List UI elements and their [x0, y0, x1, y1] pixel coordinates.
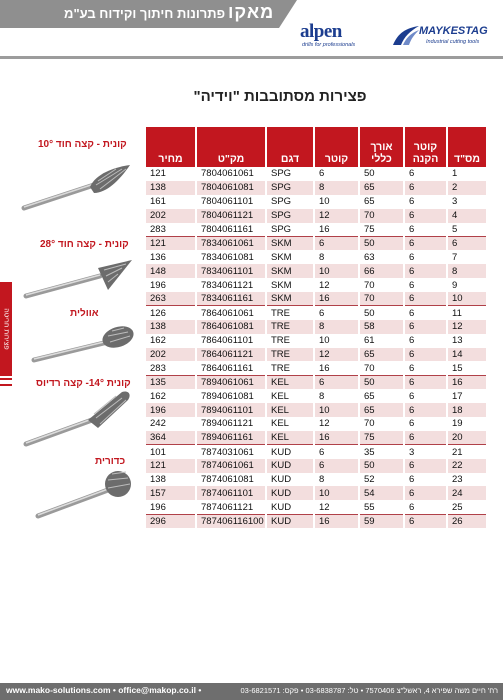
ball-burr-icon: [32, 468, 138, 522]
table-row: [146, 417, 486, 431]
serial-cell: 1: [447, 167, 486, 181]
catalog-cell: 7894061121: [196, 417, 266, 431]
diameter-cell: 8: [314, 473, 359, 487]
price-cell: 126: [146, 306, 196, 320]
serial-cell: 25: [447, 500, 486, 514]
diameter-cell: 6: [314, 236, 359, 250]
price-cell: 121: [146, 459, 196, 473]
table-row: [146, 264, 486, 278]
serial-cell: 2: [447, 181, 486, 195]
tool-label-cone: קונית - קצה חוד 28°: [40, 239, 129, 250]
price-cell: 196: [146, 278, 196, 292]
tool-label-tapered: קונית 14°- קצה רדיוס: [36, 378, 131, 389]
price-cell: 196: [146, 403, 196, 417]
price-cell: 296: [146, 514, 196, 528]
shank-cell: 6: [404, 375, 447, 389]
tool-label-oval: אוולית: [70, 308, 99, 319]
model-cell: KUD: [266, 486, 314, 500]
price-cell: 138: [146, 181, 196, 195]
catalog-cell: 7874031061: [196, 445, 266, 459]
diameter-cell: 12: [314, 209, 359, 223]
diameter-cell: 8: [314, 320, 359, 334]
diameter-cell: 16: [314, 514, 359, 528]
price-cell: 162: [146, 389, 196, 403]
serial-cell: 17: [447, 389, 486, 403]
catalog-cell: 787406116100: [196, 514, 266, 528]
shank-cell: 6: [404, 348, 447, 362]
product-table: [146, 127, 486, 528]
catalog-cell: 7874061121: [196, 500, 266, 514]
shank-cell: 6: [404, 223, 447, 237]
model-cell: SPG: [266, 209, 314, 223]
catalog-cell: 7864061161: [196, 361, 266, 375]
diameter-cell: 8: [314, 389, 359, 403]
shank-cell: 6: [404, 514, 447, 528]
flame-burr-icon: [18, 163, 138, 213]
shank-cell: 6: [404, 181, 447, 195]
serial-cell: 23: [447, 473, 486, 487]
table-row: [146, 292, 486, 306]
price-cell: 136: [146, 250, 196, 264]
table-row: [146, 375, 486, 389]
price-cell: 161: [146, 195, 196, 209]
shank-cell: 6: [404, 236, 447, 250]
catalog-cell: 7894061161: [196, 431, 266, 445]
table-row: [146, 473, 486, 487]
col-header-shank-diameter: קוטר הקנה: [404, 127, 447, 167]
catalog-cell: 7834061081: [196, 250, 266, 264]
catalog-cell: 7834061101: [196, 264, 266, 278]
serial-cell: 14: [447, 348, 486, 362]
price-cell: 196: [146, 500, 196, 514]
model-cell: KUD: [266, 500, 314, 514]
shank-cell: 6: [404, 389, 447, 403]
diameter-cell: 8: [314, 181, 359, 195]
catalog-cell: 7804061101: [196, 195, 266, 209]
serial-cell: 12: [447, 320, 486, 334]
page-title: פצירות מסתובבות "וידיה": [193, 88, 367, 105]
maykestag-slogan: Industrial cutting tools: [426, 39, 480, 45]
shank-cell: 6: [404, 431, 447, 445]
serial-cell: 10: [447, 292, 486, 306]
price-cell: 148: [146, 264, 196, 278]
col-header-total-length: אורך כללי: [359, 127, 404, 167]
diameter-cell: 6: [314, 375, 359, 389]
serial-cell: 16: [447, 375, 486, 389]
diameter-cell: 10: [314, 486, 359, 500]
tool-label-ball: כדורית: [95, 456, 126, 467]
table-row: [146, 236, 486, 250]
model-cell: SKM: [266, 292, 314, 306]
serial-cell: 26: [447, 514, 486, 528]
diameter-cell: 12: [314, 500, 359, 514]
catalog-cell: 7874061061: [196, 459, 266, 473]
alpen-logo: alpen drills for professionals: [300, 21, 356, 48]
diameter-cell: 6: [314, 459, 359, 473]
catalog-cell: 7874061101: [196, 486, 266, 500]
catalog-cell: 7874061081: [196, 473, 266, 487]
price-cell: 202: [146, 348, 196, 362]
mako-logo: מאקו: [228, 2, 275, 22]
model-cell: KEL: [266, 417, 314, 431]
serial-cell: 8: [447, 264, 486, 278]
col-header-catalog: מק"ט: [196, 127, 266, 167]
price-cell: 135: [146, 375, 196, 389]
model-cell: TRE: [266, 320, 314, 334]
model-cell: KEL: [266, 389, 314, 403]
shank-cell: 6: [404, 167, 447, 181]
footer-contact-address: רח' חיים משה שפירא 4, ראשל"צ 7570406 • טל: 03-6838787 • פקס: 03-6821571: [240, 686, 498, 695]
table-row: [146, 389, 486, 403]
model-cell: KUD: [266, 473, 314, 487]
footer-contact-web: www.mako-solutions.com • office@makop.co.il •: [6, 685, 202, 695]
table-row: [146, 361, 486, 375]
table-row: [146, 181, 486, 195]
diameter-cell: 10: [314, 334, 359, 348]
serial-cell: 6: [447, 236, 486, 250]
model-cell: KEL: [266, 403, 314, 417]
price-cell: 121: [146, 236, 196, 250]
table-row: [146, 209, 486, 223]
shank-cell: 6: [404, 195, 447, 209]
length-cell: 70: [359, 417, 404, 431]
catalog-cell: 7864061081: [196, 320, 266, 334]
table-row: [146, 431, 486, 445]
length-cell: 70: [359, 278, 404, 292]
length-cell: 65: [359, 181, 404, 195]
diameter-cell: 10: [314, 403, 359, 417]
shank-cell: 6: [404, 278, 447, 292]
shank-cell: 6: [404, 209, 447, 223]
diameter-cell: 6: [314, 306, 359, 320]
catalog-cell: 7834061121: [196, 278, 266, 292]
diameter-cell: 10: [314, 264, 359, 278]
length-cell: 50: [359, 236, 404, 250]
serial-cell: 7: [447, 250, 486, 264]
shank-cell: 6: [404, 500, 447, 514]
diameter-cell: 12: [314, 348, 359, 362]
price-cell: 202: [146, 209, 196, 223]
diameter-cell: 12: [314, 278, 359, 292]
shank-cell: 6: [404, 264, 447, 278]
table-row: [146, 459, 486, 473]
table-row: [146, 306, 486, 320]
length-cell: 63: [359, 250, 404, 264]
shank-cell: 6: [404, 292, 447, 306]
serial-cell: 4: [447, 209, 486, 223]
serial-cell: 3: [447, 195, 486, 209]
table-row: [146, 348, 486, 362]
table-row: [146, 486, 486, 500]
length-cell: 70: [359, 209, 404, 223]
shank-cell: 6: [404, 417, 447, 431]
catalog-cell: 7834061161: [196, 292, 266, 306]
shank-cell: 6: [404, 306, 447, 320]
price-cell: 162: [146, 334, 196, 348]
length-cell: 65: [359, 389, 404, 403]
table-row: [146, 250, 486, 264]
model-cell: TRE: [266, 348, 314, 362]
price-cell: 121: [146, 167, 196, 181]
model-cell: SPG: [266, 181, 314, 195]
length-cell: 59: [359, 514, 404, 528]
length-cell: 75: [359, 223, 404, 237]
table-row: [146, 403, 486, 417]
model-cell: SPG: [266, 195, 314, 209]
length-cell: 50: [359, 306, 404, 320]
table-row: [146, 500, 486, 514]
serial-cell: 20: [447, 431, 486, 445]
alpen-slogan: drills for professionals: [302, 42, 356, 48]
length-cell: 35: [359, 445, 404, 459]
length-cell: 65: [359, 195, 404, 209]
length-cell: 65: [359, 403, 404, 417]
shank-cell: 3: [404, 445, 447, 459]
serial-cell: 9: [447, 278, 486, 292]
price-cell: 283: [146, 361, 196, 375]
diameter-cell: 16: [314, 223, 359, 237]
price-cell: 101: [146, 445, 196, 459]
length-cell: 52: [359, 473, 404, 487]
model-cell: KEL: [266, 375, 314, 389]
tapered-radius-burr-icon: [18, 388, 138, 450]
length-cell: 54: [359, 486, 404, 500]
model-cell: SPG: [266, 223, 314, 237]
serial-cell: 11: [447, 306, 486, 320]
col-header-diameter: קוטר: [314, 127, 359, 167]
side-tab-lines: [0, 378, 12, 386]
header-banner: [0, 0, 279, 28]
model-cell: SKM: [266, 250, 314, 264]
diameter-cell: 16: [314, 292, 359, 306]
length-cell: 50: [359, 375, 404, 389]
catalog-cell: 7804061121: [196, 209, 266, 223]
table-row: [146, 334, 486, 348]
col-header-model: דגם: [266, 127, 314, 167]
length-cell: 61: [359, 334, 404, 348]
diameter-cell: 16: [314, 361, 359, 375]
side-section-tab: פצירות חריטה: [0, 282, 12, 376]
price-cell: 138: [146, 473, 196, 487]
serial-cell: 15: [447, 361, 486, 375]
table-row: [146, 445, 486, 459]
length-cell: 66: [359, 264, 404, 278]
shank-cell: 6: [404, 403, 447, 417]
catalog-cell: 7834061061: [196, 236, 266, 250]
catalog-cell: 7804061081: [196, 181, 266, 195]
table-row: [146, 195, 486, 209]
catalog-cell: 7864061101: [196, 334, 266, 348]
catalog-cell: 7894061101: [196, 403, 266, 417]
table-row: [146, 167, 486, 181]
price-cell: 242: [146, 417, 196, 431]
length-cell: 50: [359, 167, 404, 181]
serial-cell: 24: [447, 486, 486, 500]
diameter-cell: 8: [314, 250, 359, 264]
length-cell: 50: [359, 459, 404, 473]
price-cell: 157: [146, 486, 196, 500]
shank-cell: 6: [404, 250, 447, 264]
model-cell: TRE: [266, 306, 314, 320]
footer-bar: [0, 683, 503, 700]
diameter-cell: 6: [314, 167, 359, 181]
maykestag-swoosh-icon: [392, 25, 420, 47]
catalog-cell: 7804061061: [196, 167, 266, 181]
length-cell: 65: [359, 348, 404, 362]
shank-cell: 6: [404, 361, 447, 375]
diameter-cell: 16: [314, 431, 359, 445]
table-row: [146, 223, 486, 237]
model-cell: KEL: [266, 431, 314, 445]
length-cell: 70: [359, 292, 404, 306]
diameter-cell: 6: [314, 445, 359, 459]
serial-cell: 22: [447, 459, 486, 473]
maykestag-logo: MAYKESTAG Industrial cutting tools: [392, 21, 500, 51]
model-cell: TRE: [266, 334, 314, 348]
model-cell: KUD: [266, 445, 314, 459]
shank-cell: 6: [404, 473, 447, 487]
shank-cell: 6: [404, 459, 447, 473]
model-cell: KUD: [266, 459, 314, 473]
model-cell: SKM: [266, 278, 314, 292]
serial-cell: 18: [447, 403, 486, 417]
catalog-cell: 7864061061: [196, 306, 266, 320]
model-cell: SKM: [266, 264, 314, 278]
length-cell: 70: [359, 361, 404, 375]
catalog-cell: 7894061061: [196, 375, 266, 389]
table-row: [146, 320, 486, 334]
model-cell: SKM: [266, 236, 314, 250]
model-cell: TRE: [266, 361, 314, 375]
catalog-cell: 7864061121: [196, 348, 266, 362]
price-cell: 263: [146, 292, 196, 306]
shank-cell: 6: [404, 320, 447, 334]
col-header-serial: מס"ד: [447, 127, 486, 167]
length-cell: 58: [359, 320, 404, 334]
serial-cell: 5: [447, 223, 486, 237]
table-row: [146, 278, 486, 292]
catalog-cell: 7894061081: [196, 389, 266, 403]
cone-burr-icon: [20, 258, 138, 302]
shank-cell: 6: [404, 334, 447, 348]
serial-cell: 19: [447, 417, 486, 431]
model-cell: KUD: [266, 514, 314, 528]
tool-label-flame: קונית - קצה חוד 10°: [38, 139, 127, 150]
diameter-cell: 12: [314, 417, 359, 431]
header-divider: [0, 56, 503, 59]
col-header-price: מחיר: [146, 127, 196, 167]
shank-cell: 6: [404, 486, 447, 500]
oval-burr-icon: [28, 322, 138, 366]
price-cell: 138: [146, 320, 196, 334]
serial-cell: 21: [447, 445, 486, 459]
price-cell: 364: [146, 431, 196, 445]
table-header-row: [146, 127, 486, 167]
catalog-cell: 7804061161: [196, 223, 266, 237]
diameter-cell: 10: [314, 195, 359, 209]
serial-cell: 13: [447, 334, 486, 348]
header-tagline: פתרונות חיתוך וקידוח בע"מ: [64, 6, 226, 21]
length-cell: 55: [359, 500, 404, 514]
price-cell: 283: [146, 223, 196, 237]
model-cell: SPG: [266, 167, 314, 181]
length-cell: 75: [359, 431, 404, 445]
table-row: [146, 514, 486, 528]
